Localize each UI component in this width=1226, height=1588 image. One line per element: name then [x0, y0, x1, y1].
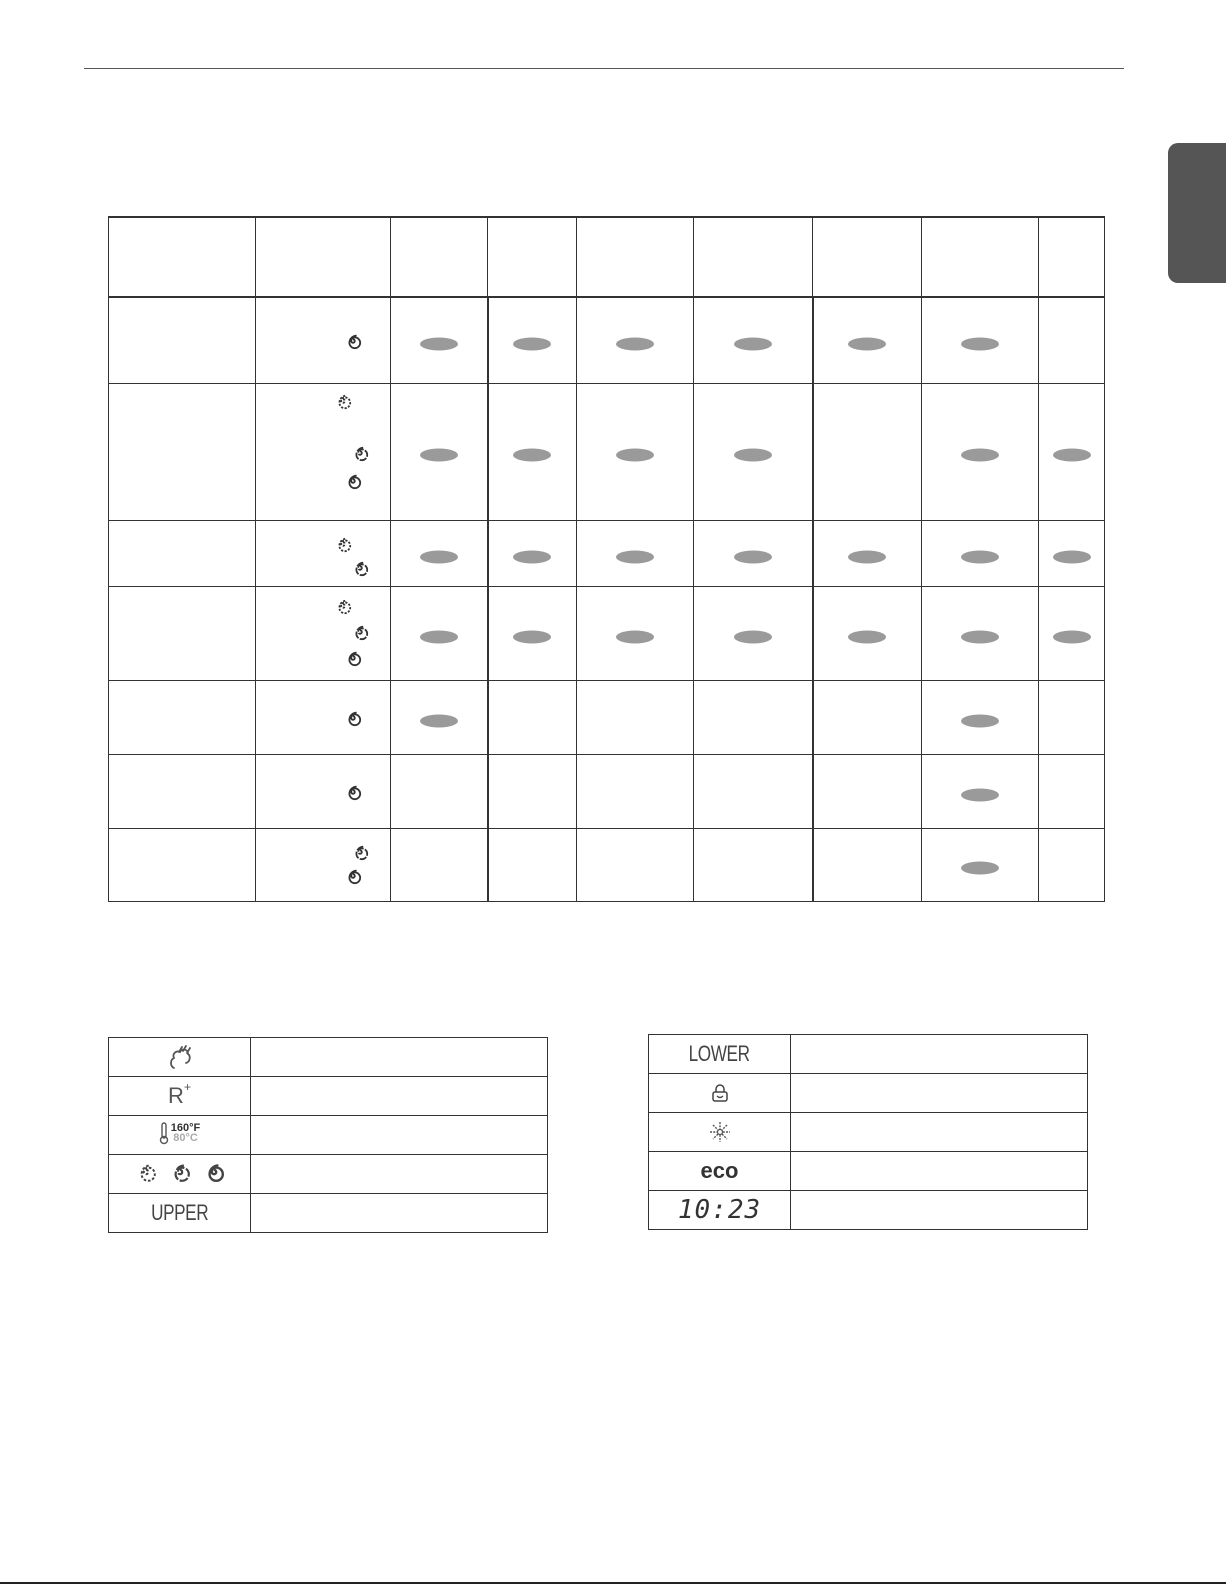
spiral-medium-icon	[351, 559, 369, 577]
cycle-name-cell	[109, 297, 256, 384]
section-tab	[1168, 143, 1226, 283]
header-cell	[488, 217, 577, 297]
option-cell	[694, 681, 813, 755]
option-cell	[694, 297, 813, 384]
option-available-dot	[513, 550, 551, 563]
header-cell	[577, 217, 694, 297]
spray-icon-cell	[256, 829, 391, 902]
legend-table-right	[648, 1034, 1088, 1230]
option-cell	[694, 829, 813, 902]
temp-f-label: 160°F	[170, 1121, 201, 1134]
option-available-dot	[420, 714, 458, 727]
option-cell	[813, 384, 922, 521]
header-cell	[694, 217, 813, 297]
legend-desc-cell	[791, 1074, 1088, 1113]
option-cell	[1039, 755, 1105, 829]
header-cell	[1039, 217, 1105, 297]
legend-row	[649, 1152, 1088, 1191]
option-cell	[391, 681, 488, 755]
option-row	[109, 521, 1105, 587]
option-cell	[813, 755, 922, 829]
option-cell	[694, 384, 813, 521]
option-cell	[1039, 681, 1105, 755]
cycle-name-cell	[109, 755, 256, 829]
header-cell	[109, 217, 256, 297]
option-cell	[694, 587, 813, 681]
legend-row	[109, 1116, 548, 1155]
option-cell	[922, 587, 1039, 681]
option-cell	[488, 829, 577, 902]
option-row	[109, 587, 1105, 681]
option-cell	[1039, 829, 1105, 902]
option-cell	[391, 521, 488, 587]
option-available-dot	[961, 550, 999, 563]
header-cell	[391, 217, 488, 297]
legend-desc-cell	[251, 1194, 548, 1233]
option-cell	[1039, 587, 1105, 681]
option-available-dot	[420, 337, 458, 350]
option-available-dot	[734, 449, 772, 462]
option-available-dot	[513, 449, 551, 462]
legend-row	[649, 1191, 1088, 1230]
option-available-dot	[961, 449, 999, 462]
option-cell	[577, 297, 694, 384]
spiral-strong-icon	[344, 472, 362, 490]
legend-desc-cell	[251, 1116, 548, 1155]
option-row	[109, 755, 1105, 829]
spray-level-icons	[135, 1161, 225, 1183]
spray-icon-cell	[256, 384, 391, 521]
spiral-strong-icon	[344, 783, 362, 801]
option-available-dot	[961, 630, 999, 643]
option-cell	[577, 755, 694, 829]
eco-icon: eco	[700, 1158, 739, 1183]
spiral-medium-icon	[169, 1161, 191, 1183]
header-cell	[922, 217, 1039, 297]
cycle-name-cell	[109, 384, 256, 521]
option-row	[109, 384, 1105, 521]
option-cell	[391, 755, 488, 829]
option-available-dot	[420, 550, 458, 563]
legend-icon-cell	[649, 1074, 791, 1113]
option-available-dot	[848, 550, 886, 563]
option-available-dot	[513, 630, 551, 643]
option-cell	[488, 681, 577, 755]
option-cell	[391, 829, 488, 902]
legend-desc-cell	[791, 1191, 1088, 1230]
option-cell	[391, 384, 488, 521]
lower-rack-label: LOWER	[689, 1041, 750, 1066]
option-cell	[922, 681, 1039, 755]
option-available-dot	[513, 337, 551, 350]
option-cell	[391, 297, 488, 384]
spiral-strong-icon	[203, 1161, 225, 1183]
legend-icon-cell	[649, 1035, 791, 1074]
legend-row	[109, 1155, 548, 1194]
option-cell	[813, 587, 922, 681]
legend-icon-cell	[109, 1155, 251, 1194]
option-row	[109, 681, 1105, 755]
spray-icon-cell	[256, 755, 391, 829]
option-available-dot	[734, 550, 772, 563]
option-cell	[391, 587, 488, 681]
spiral-strong-icon	[344, 709, 362, 727]
legend-icon-cell	[109, 1077, 251, 1116]
legend-row	[109, 1077, 548, 1116]
cycle-name-cell	[109, 587, 256, 681]
option-available-dot	[961, 862, 999, 875]
legend-icon-cell	[649, 1113, 791, 1152]
legend-table-left	[108, 1037, 548, 1233]
header-rule	[84, 68, 1124, 69]
spiral-strong-icon	[344, 867, 362, 885]
legend-icon-cell	[109, 1116, 251, 1155]
option-cell	[488, 384, 577, 521]
cycle-name-cell	[109, 521, 256, 587]
spray-icon-cell	[256, 297, 391, 384]
option-available-dot	[616, 449, 654, 462]
option-cell	[922, 521, 1039, 587]
legend-row	[649, 1074, 1088, 1113]
legend-icon-cell	[649, 1152, 791, 1191]
option-cell	[577, 521, 694, 587]
option-cell	[694, 755, 813, 829]
option-available-dot	[1053, 550, 1091, 563]
option-available-dot	[1053, 630, 1091, 643]
option-cell	[488, 755, 577, 829]
option-available-dot	[420, 449, 458, 462]
option-cell	[1039, 297, 1105, 384]
option-cell	[577, 587, 694, 681]
spiral-medium-icon	[351, 444, 369, 462]
legend-icon-cell	[649, 1191, 791, 1230]
spiral-light-icon	[334, 597, 352, 615]
option-cell	[694, 521, 813, 587]
option-cell	[1039, 384, 1105, 521]
cycle-options-table	[108, 216, 1105, 902]
legend-row	[109, 1038, 548, 1077]
spiral-strong-icon	[344, 649, 362, 667]
option-available-dot	[848, 630, 886, 643]
footer-rule	[0, 1582, 1226, 1584]
steam-icon	[168, 1048, 192, 1065]
option-available-dot	[1053, 449, 1091, 462]
legend-desc-cell	[251, 1038, 548, 1077]
option-available-dot	[616, 550, 654, 563]
header-cell	[813, 217, 922, 297]
option-available-dot	[961, 714, 999, 727]
spray-icon-cell	[256, 587, 391, 681]
option-available-dot	[420, 630, 458, 643]
sanitize-temp-icon	[159, 1121, 200, 1145]
legend-desc-cell	[251, 1077, 548, 1116]
legend-row	[649, 1035, 1088, 1074]
legend-row	[109, 1194, 548, 1233]
table-header-row	[109, 217, 1105, 297]
time-display-icon: 10:23	[677, 1195, 762, 1225]
option-cell	[922, 297, 1039, 384]
spiral-light-icon	[135, 1161, 157, 1183]
temp-c-label: 80°C	[173, 1131, 198, 1144]
option-cell	[813, 681, 922, 755]
spiral-light-icon	[334, 392, 352, 410]
header-cell	[256, 217, 391, 297]
option-available-dot	[961, 788, 999, 801]
option-available-dot	[616, 337, 654, 350]
rinse-plus-letter: R	[168, 1083, 184, 1108]
option-cell	[922, 384, 1039, 521]
legend-icon-cell	[109, 1194, 251, 1233]
option-available-dot	[616, 630, 654, 643]
option-cell	[488, 587, 577, 681]
option-available-dot	[734, 630, 772, 643]
option-cell	[813, 521, 922, 587]
spiral-medium-icon	[351, 623, 369, 641]
option-cell	[922, 755, 1039, 829]
option-row	[109, 829, 1105, 902]
spray-icon-cell	[256, 521, 391, 587]
sparkle-icon	[709, 1123, 731, 1140]
legend-desc-cell	[791, 1152, 1088, 1191]
spray-icon-cell	[256, 681, 391, 755]
rinse-plus-sup: +	[183, 1079, 191, 1094]
option-available-dot	[734, 337, 772, 350]
option-cell	[577, 681, 694, 755]
option-cell	[577, 829, 694, 902]
spiral-medium-icon	[351, 843, 369, 861]
rinse-plus-icon	[168, 1079, 191, 1108]
option-cell	[813, 297, 922, 384]
legend-icon-cell	[109, 1038, 251, 1077]
option-available-dot	[848, 337, 886, 350]
cycle-name-cell	[109, 681, 256, 755]
legend-desc-cell	[791, 1035, 1088, 1074]
child-lock-icon	[710, 1084, 730, 1101]
legend-row	[649, 1113, 1088, 1152]
option-cell	[577, 384, 694, 521]
option-cell	[488, 297, 577, 384]
option-cell	[922, 829, 1039, 902]
legend-desc-cell	[251, 1155, 548, 1194]
spiral-light-icon	[334, 535, 352, 553]
option-row	[109, 297, 1105, 384]
option-available-dot	[961, 337, 999, 350]
option-cell	[1039, 521, 1105, 587]
spiral-strong-icon	[344, 332, 362, 350]
option-cell	[813, 829, 922, 902]
upper-rack-label: UPPER	[150, 1200, 209, 1225]
legend-desc-cell	[791, 1113, 1088, 1152]
option-cell	[488, 521, 577, 587]
cycle-name-cell	[109, 829, 256, 902]
